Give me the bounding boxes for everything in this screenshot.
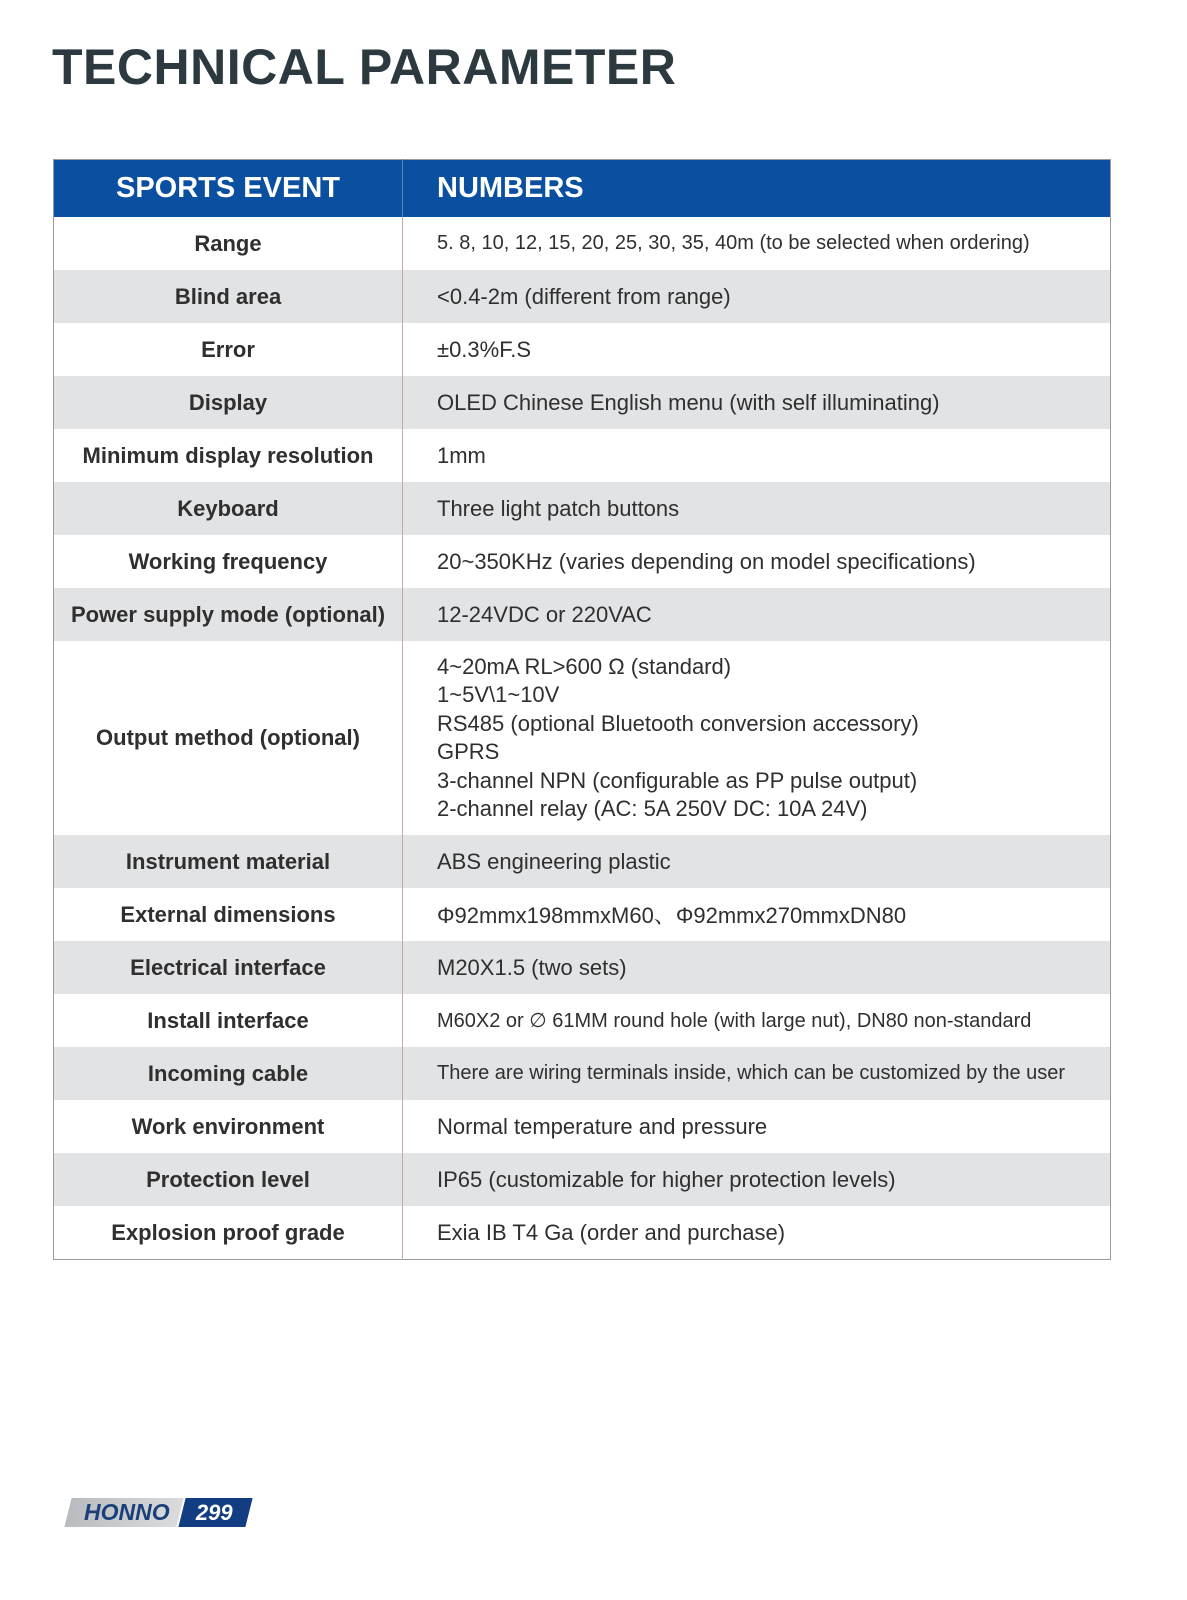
value-line: 2-channel relay (AC: 5A 250V DC: 10A 24V) [437,796,868,821]
table-row [54,217,1111,270]
header-sports-event: SPORTS EVENT [54,160,403,218]
param-value-multiline [403,641,1111,835]
spec-table [53,159,1111,1260]
param-name: Blind area [54,270,403,323]
param-name: Power supply mode (optional) [54,588,403,641]
param-name: Output method (optional) [54,641,403,835]
param-name: Working frequency [54,535,403,588]
param-value: Φ92mmx198mmxM60、Φ92mmx270mmxDN80 [437,903,907,928]
param-value: IP65 (customizable for higher protection levels) [403,1153,1111,1206]
param-value: M20X1.5 (two sets) [403,941,1111,994]
param-value: Three light patch buttons [403,482,1111,535]
param-value: 12-24VDC or 220VAC [403,588,1111,641]
param-name: Electrical interface [54,941,403,994]
param-name: Keyboard [54,482,403,535]
table-row [54,994,1111,1047]
param-value: OLED Chinese English menu (with self illuminating) [403,376,1111,429]
param-value: Normal temperature and pressure [437,1113,768,1139]
param-name: External dimensions [54,888,403,941]
param-value: <0.4-2m (different from range) [403,270,1111,323]
param-name: Install interface [54,994,403,1047]
footer-brand [68,1498,248,1527]
table-row [54,941,1111,994]
table-row [54,323,1111,376]
value-line: 4~20mA RL>600 Ω (standard) [437,653,732,679]
param-value: M60X2 or ∅ 61MM round hole (with large nut), DN80 non-standard [437,1010,1032,1032]
table-row [54,376,1111,429]
table-row [54,270,1111,323]
param-name: Instrument material [54,835,403,888]
param-name: Protection level [54,1153,403,1206]
param-value: 20~350KHz (varies depending on model specifications) [437,548,976,574]
brand-label [64,1498,183,1527]
table-row [54,588,1111,641]
param-value: Exia IB T4 Ga (order and purchase) [437,1219,786,1245]
table-row [54,641,1111,835]
table-row [54,888,1111,941]
table-row [54,1153,1111,1206]
param-value: There are wiring terminals inside, which can be customized by the user [403,1047,1111,1100]
param-name: Explosion proof grade [54,1206,403,1260]
table-row [54,429,1111,482]
value-line: GPRS [437,739,500,764]
value-line: RS485 (optional Bluetooth conversion accessory) [437,710,919,736]
value-line: 3-channel NPN (configurable as PP pulse output) [437,767,918,793]
param-value: ±0.3%F.S [437,336,532,362]
header-numbers: NUMBERS [403,160,1111,218]
param-name: Minimum display resolution [54,429,403,482]
param-name: Error [54,323,403,376]
table-row [54,535,1111,588]
param-name: Display [54,376,403,429]
page-number: 299 [195,1499,233,1525]
param-value: 1mm [437,442,486,468]
brand-name: HONNO [84,1499,170,1525]
table-row [54,835,1111,888]
param-name: Range [54,217,403,270]
param-name: Incoming cable [54,1047,403,1100]
param-value: 5. 8, 10, 12, 15, 20, 25, 30, 35, 40m (to be selected when ordering) [437,232,1030,254]
table-header-row [54,160,1111,218]
page-number-badge [178,1498,252,1527]
table-row [54,1100,1111,1153]
table-row [54,1206,1111,1260]
page-title: TECHNICAL PARAMETER [52,39,677,95]
table-row [54,482,1111,535]
table-row [54,1047,1111,1100]
param-value: ABS engineering plastic [403,835,1111,888]
value-line: 1~5V\1~10V [437,682,560,707]
param-name: Work environment [54,1100,403,1153]
